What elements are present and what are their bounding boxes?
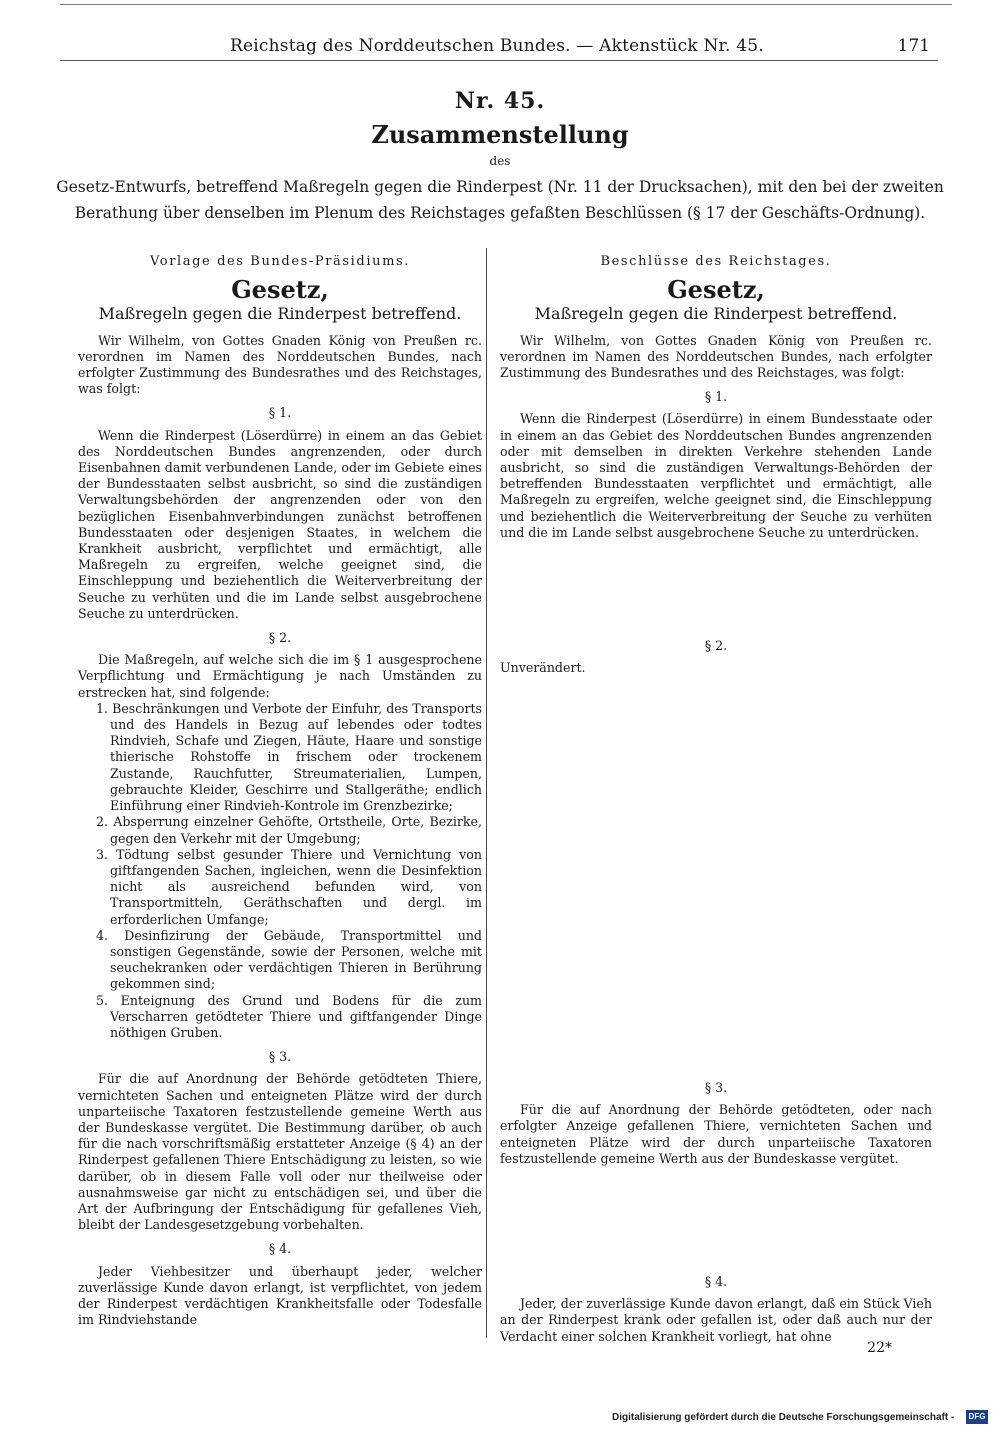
document-subtitle: Gesetz-Entwurfs, betreffend Maßregeln gegen die Rinderpest (Nr. 11 der Drucksachen), mit den bei der zweiten Berathung über denselben im Plenum des Reichstages gefaßten Beschlüssen (§ 17 der Geschäfts-Ordnung). — [56, 178, 944, 222]
dfg-logo-icon: DFG — [966, 1410, 988, 1424]
left-column-header: Vorlage des Bundes-Präsidiums. — [149, 254, 410, 269]
left-law-title: Gesetz, — [231, 275, 329, 305]
left-section-1-mark: § 1. — [268, 405, 292, 421]
top-edge-rule — [60, 4, 952, 5]
right-column — [500, 250, 932, 1344]
running-head: Reichstag des Norddeutschen Bundes. — Aktenstück Nr. 45. — [230, 36, 764, 56]
header-rule — [60, 60, 938, 61]
column-divider — [486, 248, 487, 1338]
signature-mark: 22* — [867, 1340, 892, 1356]
left-section-3-mark: § 3. — [268, 1049, 292, 1065]
left-section-2-intro: Die Maßregeln, auf welche sich die im § 1 ausgesprochene Verpflichtung und Ermächtigung je nach Umständen zu erstrecken hat, sind folgende: — [78, 652, 482, 700]
page-number: 171 — [897, 36, 930, 56]
left-preamble: Wir Wilhelm, von Gottes Gnaden König von Preußen rc. verordnen im Namen des Norddeutschen Bundes, nach erfolgter Zustimmung des Bundesrathes und des Reichstages, was folgt: — [78, 332, 482, 397]
right-section-2-mark: § 2. — [704, 638, 728, 653]
right-section-4 — [500, 1266, 932, 1345]
digitization-note: Digitalisierung gefördert durch die Deutsche Forschungsgemeinschaft - — [612, 1412, 955, 1423]
list-item: 3. Tödtung selbst gesunder Thiere und Vernichtung von giftfangenden Sachen, ingleichen, wenn die Desinfektion nicht als ausreichend befunden wird, von Transportmitteln, Geräthschaften und dergl. im erforderlichen Umfange; — [96, 846, 482, 927]
right-column-header: Beschlüsse des Reichstages. — [600, 254, 832, 269]
document-heading: Zusammenstellung — [371, 120, 629, 149]
list-item: 1. Beschränkungen und Verbote der Einfuhr, des Transports und des Handels in Bezug auf lebendes oder todtes Rindvieh, Schafe und Ziegen, Häute, Haare und sonstige thierische Rohstoffe in frischem oder trockenem Zustande, Rauchfutter, Streumaterialien, Lumpen, gebrauchte Kleider, Geschirre und Stallgeräthe; endlich Einführung einer Rindvieh-Kontrole im Grenzbezirke; — [96, 700, 482, 814]
left-section-3-text: Für die auf Anordnung der Behörde getödteten Thiere, vernichteten Sachen und enteigneten Plätze wird der durch unparteiische Taxatoren festzustellende gemeine Werth aus der Bundeskasse vergütet. Die Bestimmung darüber, ob auch für die nach vorschriftsmäßig erstatteter Anzeige (§ 4) an der Rinderpest gefallenen Thiere Entschädigung zu leisten, so wie darüber, ob in diesem Falle voll oder nur theilweise oder ausnahmsweise gar nicht zu entschädigen sei, und über die Art der Aufbringung der Entschädigung für gefallenes Vieh, bleibt der Landesgesetzgebung vorbehalten. — [78, 1071, 482, 1233]
left-section-1-text: Wenn die Rinderpest (Löserdürre) in einem an das Gebiet des Norddeutschen Bundes angrenzenden, oder durch Eisenbahnen damit verbundenen Lande, oder im Gebiete eines der Bundesstaaten selbst ausbricht, so sind die zuständigen Verwaltungsbehörden der angrenzenden oder von den bezüglichen Eisenbahnverbindungen zunächst betroffenen Bundesstaaten oder desjenigen Staates, in welchem die Krankheit ausbricht, verpflichtet und ermächtigt, alle Maßregeln zu ergreifen, welche geeignet sind, die Einschleppung und beziehentlich die Weiterverbreitung der Seuche zu verhüten und die im Lande selbst ausgebrochene Seuche zu unterdrücken. — [78, 427, 482, 621]
left-section-2-mark: § 2. — [268, 630, 292, 646]
left-law-subtitle: Maßregeln gegen die Rinderpest betreffend. — [98, 304, 462, 324]
right-law-subtitle: Maßregeln gegen die Rinderpest betreffend. — [534, 304, 898, 324]
right-section-3-mark: § 3. — [704, 1080, 728, 1095]
left-section-4-mark: § 4. — [268, 1241, 292, 1257]
right-law-title: Gesetz, — [667, 275, 765, 305]
left-column — [78, 250, 482, 1328]
right-section-4-text: Jeder, der zuverlässige Kunde davon erlangt, daß ein Stück Vieh an der Rinderpest krank oder gefallen ist, oder daß auch nur der Verdacht einer solchen Krankheit vorliegt, hat ohne — [500, 1296, 932, 1344]
right-section-4-mark: § 4. — [704, 1274, 728, 1289]
list-item: 2. Absperrung einzelner Gehöfte, Ortstheile, Orte, Bezirke, gegen den Verkehr mit der Umgebung; — [96, 814, 482, 846]
left-section-2-list — [78, 701, 482, 1041]
right-section-3 — [500, 1072, 932, 1167]
document-number: Nr. 45. — [454, 88, 546, 114]
document-des: des — [489, 154, 511, 168]
right-section-2 — [500, 630, 932, 676]
list-item: 4. Desinfizirung der Gebäude, Transportmittel und sonstigen Gegenstände, sowie der Personen, welche mit seuchekranken oder verdächtigen Thieren in Berührung gekommen sind; — [96, 927, 482, 992]
right-section-1-text: Wenn die Rinderpest (Löserdürre) in einem Bundesstaate oder in einem an das Gebiet des Norddeutschen Bundes angrenzenden oder mit demselben in direkten Verkehre stehenden Lande ausbricht, so sind die zuständigen Verwaltungs-Behörden der betreffenden Bundesstaaten verpflichtet und ermächtigt, alle Maßregeln zu ergreifen, welche geeignet sind, die Einschleppung und beziehentlich die Weiterverbreitung der Seuche zu verhüten und die im Lande selbst ausgebrochene Seuche zu unterdrücken. — [500, 411, 932, 540]
left-section-4-text: Jeder Viehbesitzer und überhaupt jeder, welcher zuverlässige Kunde davon erlangt, ist verpflichtet, von jedem der Rinderpest verdächtigen Krankheitsfalle oder Todesfalle im Rindviehstande — [78, 1263, 482, 1328]
right-section-3-text: Für die auf Anordnung der Behörde getödteten, oder nach erfolgter Anzeige gefallenen Thiere, vernichteten Sachen und enteigneten Plätze wird der durch unparteiische Taxatoren festzustellende gemeine Werth aus der Bundeskasse vergütet. — [500, 1102, 932, 1166]
list-item: 5. Enteignung des Grund und Bodens für die zum Verscharren getödteter Thiere und giftfangender Dinge nöthigen Gruben. — [96, 992, 482, 1040]
right-section-2-text: Unverändert. — [500, 660, 586, 676]
right-preamble: Wir Wilhelm, von Gottes Gnaden König von Preußen rc. verordnen im Namen des Norddeutschen Bundes, nach erfolgter Zustimmung des Bundesrathes und des Reichstages, was folgt: — [500, 332, 932, 381]
right-section-1-mark: § 1. — [704, 389, 728, 405]
